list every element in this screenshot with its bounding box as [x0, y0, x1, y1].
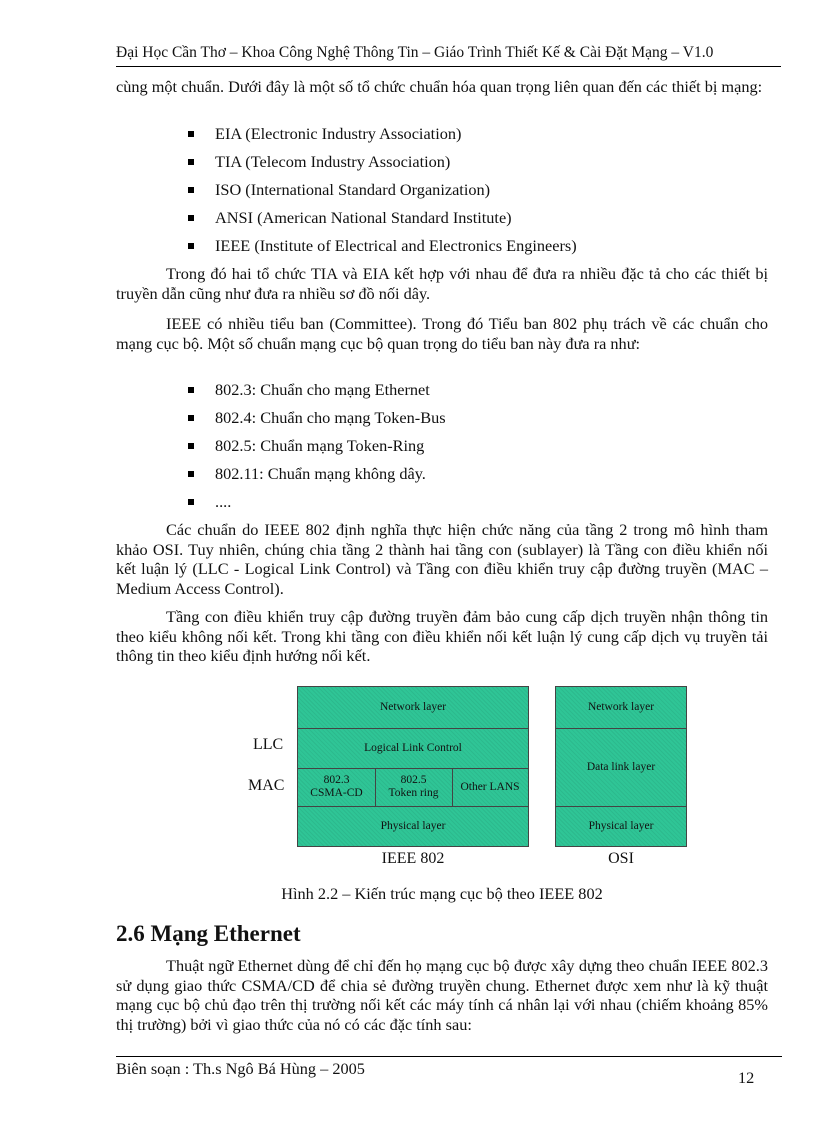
- page-number: 12: [738, 1068, 755, 1087]
- layers-paragraph: Các chuẩn do IEEE 802 định nghĩa thực hiện chức năng của tầng 2 trong mô hình tham khảo OSI. Tuy nhiên, chúng chia tầng 2 thành hai tầng con (sublayer) là Tầng con điều khiển nối kết luận lý (LLC - Logical Link Control) và Tầng con điều khiển truy cập đường truyền (MAC – Medium Access Control).: [116, 520, 768, 598]
- osi-network-layer: Network layer: [587, 701, 655, 713]
- osi-stack: [555, 686, 687, 847]
- list-item: [186, 148, 577, 176]
- list-item: [186, 460, 446, 488]
- bullet-icon: [188, 187, 194, 193]
- divider: [556, 728, 686, 729]
- list-item-text: ANSI (American National Standard Institute): [215, 208, 512, 227]
- bullet-icon: [188, 387, 194, 393]
- divider: [298, 806, 528, 807]
- list-item: [186, 204, 577, 232]
- list-item-text: EIA (Electronic Industry Association): [215, 124, 462, 143]
- list-item: [186, 176, 577, 204]
- divider: [298, 768, 528, 769]
- list-item-text: ....: [215, 492, 232, 511]
- ieee-8025-cell: [375, 768, 452, 806]
- figure-caption: Hình 2.2 – Kiến trúc mạng cục bộ theo IEEE 802: [281, 884, 603, 903]
- list-item-text: ISO (International Standard Organization): [215, 180, 491, 199]
- footer-rule: [116, 1056, 782, 1057]
- list-item-text: TIA (Telecom Industry Association): [215, 152, 451, 171]
- footer-author: Biên soạn : Th.s Ngô Bá Hùng – 2005: [116, 1059, 365, 1078]
- osi-physical-layer: Physical layer: [588, 819, 654, 832]
- bullet-icon: [188, 215, 194, 221]
- list-item: [186, 232, 577, 260]
- section-title: 2.6 Mạng Ethernet: [116, 921, 301, 946]
- running-header: Đại Học Cần Thơ – Khoa Công Nghệ Thông Tin – Giáo Trình Thiết Kế & Cài Đặt Mạng – V1.0: [116, 44, 714, 61]
- list-item-text: IEEE (Institute of Electrical and Electronics Engineers): [215, 236, 577, 255]
- ieee-physical-layer: Physical layer: [380, 819, 446, 832]
- list-item-text: 802.5: Chuẩn mạng Token-Ring: [215, 436, 425, 455]
- ieee-8023-method: CSMA-CD: [310, 787, 363, 799]
- ieee-llc-layer: Logical Link Control: [364, 741, 462, 754]
- ieee-802-stack: [297, 686, 529, 847]
- list-item: [186, 488, 446, 516]
- bullet-icon: [188, 243, 194, 249]
- ieee-8023-number: 802.3: [323, 774, 350, 786]
- list-item: [186, 120, 577, 148]
- ethernet-paragraph: Thuật ngữ Ethernet dùng để chỉ đến họ mạng cục bộ được xây dựng theo chuẩn IEEE 802.3 sử dụng giao thức CSMA/CD để chia sẻ đường truyền chung. Ethernet được xem như là kỹ thuật mạng cục bộ chủ đạo trên thị trường nối kết các máy tính cá nhân lại với nhau (chiếm khoảng 85% thị trường) bởi vì giao thức của nó có các đặc tính sau:: [116, 956, 768, 1034]
- mac-label: MAC: [248, 777, 285, 794]
- bullet-icon: [188, 471, 194, 477]
- bullet-icon: [188, 499, 194, 505]
- bullet-icon: [188, 131, 194, 137]
- osi-datalink-layer: Data link layer: [586, 760, 656, 773]
- bullet-icon: [188, 443, 194, 449]
- list-item-text: 802.4: Chuẩn cho mạng Token-Bus: [215, 408, 446, 427]
- tia-eia-paragraph: Trong đó hai tổ chức TIA và EIA kết hợp với nhau để đưa ra nhiều đặc tả cho các thiết bị truyền dẫn cũng như đưa ra nhiều sơ đồ nối dây.: [116, 264, 768, 303]
- list-item: [186, 376, 446, 404]
- organizations-list: [186, 120, 577, 260]
- header-rule: [116, 66, 781, 67]
- ieee-8023-cell: [298, 768, 375, 806]
- list-item: [186, 432, 446, 460]
- list-item-text: 802.3: Chuẩn cho mạng Ethernet: [215, 380, 430, 399]
- ieee-8025-method: Token ring: [388, 787, 439, 799]
- bullet-icon: [188, 415, 194, 421]
- ieee-paragraph: IEEE có nhiều tiểu ban (Committee). Trong đó Tiểu ban 802 phụ trách về các chuẩn cho mạng cục bộ. Một số chuẩn mạng cục bộ quan trọng do tiểu ban này đưa ra như:: [116, 314, 768, 353]
- sublayers-paragraph: Tầng con điều khiển truy cập đường truyền đảm bảo cung cấp dịch truyền nhận thông tin theo kiểu không nối kết. Trong khi tầng con điều khiển nối kết luận lý cung cấp dịch vụ truyền tải thông tin theo kiểu định hướng nối kết.: [116, 607, 768, 665]
- ieee-other-lans-cell: Other LANS: [460, 780, 520, 793]
- ieee-network-layer: Network layer: [379, 701, 447, 713]
- divider: [375, 768, 376, 806]
- list-item: [186, 404, 446, 432]
- intro-paragraph: cùng một chuẩn. Dưới đây là một số tổ chức chuẩn hóa quan trọng liên quan đến các thiết bị mạng:: [116, 77, 763, 96]
- standards-list: [186, 376, 446, 516]
- ieee-8025-number: 802.5: [400, 774, 427, 786]
- ieee-stack-caption: IEEE 802: [381, 850, 445, 867]
- divider: [452, 768, 453, 806]
- osi-stack-caption: OSI: [608, 850, 634, 867]
- divider: [556, 806, 686, 807]
- divider: [298, 728, 528, 729]
- llc-label: LLC: [253, 736, 284, 753]
- bullet-icon: [188, 159, 194, 165]
- list-item-text: 802.11: Chuẩn mạng không dây.: [215, 464, 426, 483]
